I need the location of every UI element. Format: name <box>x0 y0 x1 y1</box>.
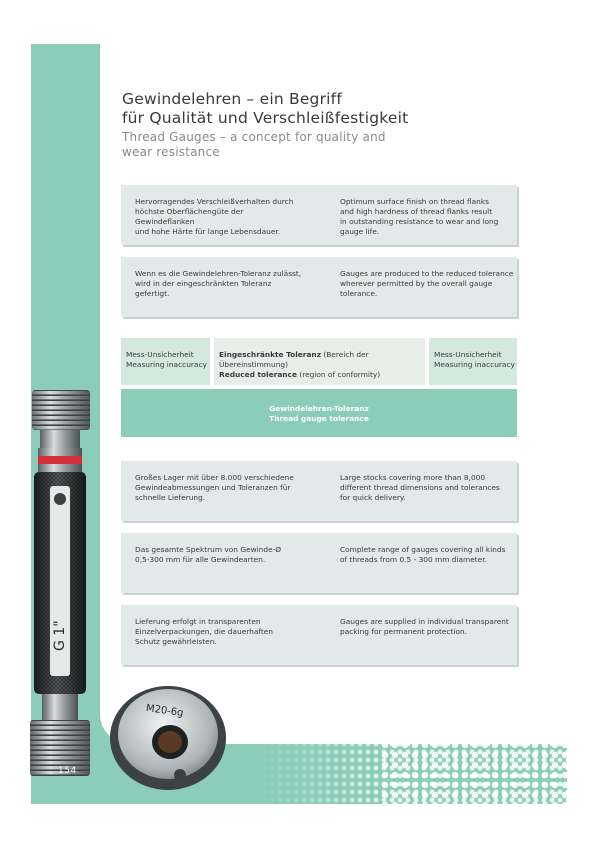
text-line: schnelle Lieferung. <box>135 493 206 502</box>
info-text-english <box>340 197 515 237</box>
tolerance-cell-reduced-tolerance <box>214 338 425 385</box>
text-line: in outstanding resistance to wear and long <box>340 217 499 226</box>
text-line <box>219 370 425 380</box>
tolerance-cell-measuring-inaccuracy-right <box>429 338 517 385</box>
text-line: Optimum surface finish on thread flanks <box>340 197 489 206</box>
text-line: packing for permanent protection. <box>340 627 467 636</box>
text-line: und hohe Härte für lange Lebensdauer. <box>135 227 281 236</box>
halftone-dots-decoration-dense <box>380 730 567 804</box>
info-text-english <box>340 269 515 299</box>
text-line: different thread dimensions and tolerances <box>340 483 500 492</box>
info-text-english <box>340 473 515 503</box>
text-line: Hervorragendes Verschleißverhalten durch <box>135 197 294 206</box>
text-line: Gewindeabmessungen und Toleranzen für <box>135 483 291 492</box>
text-line: Das gesamte Spektrum von Gewinde-Ø <box>135 545 282 554</box>
thread-plug-gauge-image <box>28 386 92 776</box>
thread-gauge-tolerance-bar <box>121 389 517 437</box>
plug-marking-text: G 1" <box>52 620 68 651</box>
page-number: 154 <box>58 766 77 776</box>
info-text-german <box>135 617 305 647</box>
subtitle-line-1: Thread Gauges – a concept for quality and <box>122 130 386 144</box>
text-line: Gewindelehren-Toleranz <box>269 404 369 413</box>
info-text-german <box>135 473 305 503</box>
title-line-1: Gewindelehren – ein Begriff <box>122 90 342 108</box>
text-line: Large stocks covering more than 8,000 <box>340 473 486 482</box>
text-line: Complete range of gauges covering all kinds <box>340 545 506 554</box>
info-text-english <box>340 617 515 637</box>
page-subtitle <box>122 130 542 160</box>
text-line: tolerance. <box>340 289 378 298</box>
text-line: 0,5-300 mm für alle Gewindearten. <box>135 555 266 564</box>
text-line: for quick delivery. <box>340 493 406 502</box>
term-note: (region of conformity) <box>296 370 381 379</box>
text-line: Mess-Unsicherheit <box>126 350 194 359</box>
info-box-complete-range <box>121 533 517 593</box>
info-box-wear-behaviour <box>121 185 517 245</box>
page-title <box>122 90 542 128</box>
text-line: Großes Lager mit über 8.000 verschiedene <box>135 473 294 482</box>
ring-marking-text: M20-6g <box>145 702 185 720</box>
bold-term: Eingeschränkte Toleranz <box>219 350 321 359</box>
info-text-german <box>135 269 305 299</box>
text-line: Einzelverpackungen, die dauerhaften <box>135 627 273 636</box>
text-line: wird in der eingeschränkten Toleranz gefertigt. <box>135 279 272 298</box>
info-text-german <box>135 545 305 565</box>
text-line: Lieferung erfolgt in transparenten <box>135 617 261 626</box>
info-box-reduced-tolerance <box>121 257 517 317</box>
text-line: Wenn es die Gewindelehren-Toleranz zulässt, <box>135 269 302 278</box>
tolerance-cell-measuring-inaccuracy-left <box>121 338 210 385</box>
term-note: (Bereich der Übereinstimmung) <box>219 350 369 369</box>
info-box-packaging <box>121 605 517 665</box>
info-box-large-stocks <box>121 461 517 521</box>
text-line: wherever permitted by the overall gauge <box>340 279 493 288</box>
info-text-german <box>135 197 305 237</box>
text-line: Thread gauge tolerance <box>269 414 369 423</box>
text-line: of threads from 0.5 - 300 mm diameter. <box>340 555 487 564</box>
text-line: höchste Oberflächengüte der Gewindeflanken <box>135 207 244 226</box>
info-text-english <box>340 545 515 565</box>
text-line: Schutz gewährleisten. <box>135 637 217 646</box>
text-line: Measuring inaccuracy <box>126 360 207 369</box>
thread-ring-gauge-image <box>108 680 228 792</box>
subtitle-line-2: wear resistance <box>122 145 220 159</box>
text-line: and high hardness of thread flanks result <box>340 207 493 216</box>
text-line: Measuring inaccuracy <box>434 360 515 369</box>
title-line-2: für Qualität und Verschleißfestigkeit <box>122 109 409 127</box>
text-line: Mess-Unsicherheit <box>434 350 502 359</box>
text-line: Gauges are supplied in individual transparent <box>340 617 509 626</box>
text-line <box>219 350 425 370</box>
bold-term: Reduced tolerance <box>219 370 297 379</box>
text-line: gauge life. <box>340 227 380 236</box>
text-line: Gauges are produced to the reduced tolerance <box>340 269 514 278</box>
